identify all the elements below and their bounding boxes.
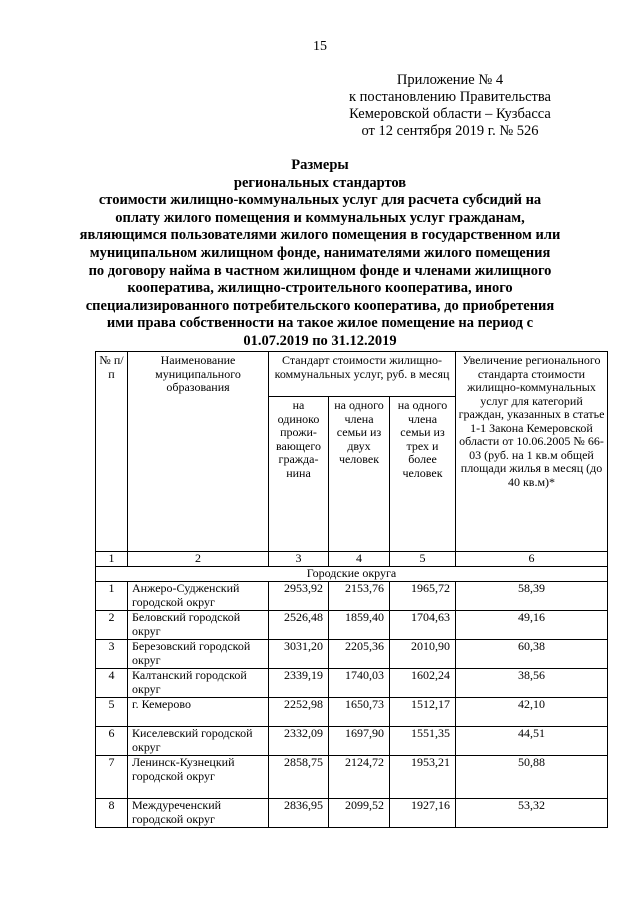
- appendix-line: к постановлению Правительства: [349, 89, 551, 105]
- appendix-line: Кемеровской области – Кузбасса: [349, 106, 551, 122]
- row-value-single: 2252,98: [269, 698, 329, 727]
- row-value-three: 1927,16: [390, 799, 456, 828]
- column-number: 6: [456, 552, 608, 567]
- table-row: [96, 669, 608, 698]
- title-line: являющимся пользователями жилого помещения в государственном или: [79, 227, 561, 244]
- group-label: Городские округа: [96, 567, 608, 582]
- title-line: кооператива, жилищно-строительного кооператива, иного: [127, 280, 513, 297]
- row-number: 5: [96, 698, 128, 727]
- row-value-three: 2010,90: [390, 640, 456, 669]
- row-value-three: 1953,21: [390, 756, 456, 799]
- row-number: 1: [96, 582, 128, 611]
- row-name: Киселевский городской округ: [128, 727, 269, 756]
- row-value-two: 2099,52: [329, 799, 390, 828]
- row-name: Анжеро-Судженский городской округ: [128, 582, 269, 611]
- row-number: 3: [96, 640, 128, 669]
- row-number: 4: [96, 669, 128, 698]
- table-row: [96, 611, 608, 640]
- column-number: 1: [96, 552, 128, 567]
- row-value-single: 2836,95: [269, 799, 329, 828]
- row-value-two: 2153,76: [329, 582, 390, 611]
- document-title: [0, 157, 640, 351]
- table-row: [96, 799, 608, 828]
- row-value-three: 1704,63: [390, 611, 456, 640]
- row-value-two: 1859,40: [329, 611, 390, 640]
- row-value-single: 2858,75: [269, 756, 329, 799]
- standards-table: [95, 351, 608, 828]
- title-line: по договору найма в частном жилищном фонде и членами жилищного: [88, 262, 552, 279]
- row-name: Березовский городской округ: [128, 640, 269, 669]
- row-value-single: 2526,48: [269, 611, 329, 640]
- table-row: [96, 727, 608, 756]
- appendix-block: [340, 72, 560, 140]
- row-value-three: 1602,24: [390, 669, 456, 698]
- table-row: [96, 698, 608, 727]
- row-value-increase: 49,16: [456, 611, 608, 640]
- row-name: Беловский городской округ: [128, 611, 269, 640]
- table-row: [96, 582, 608, 611]
- row-value-two: 1740,03: [329, 669, 390, 698]
- row-number: 8: [96, 799, 128, 828]
- header-three: на одного члена семьи из трех и более человек: [390, 397, 456, 552]
- row-value-increase: 53,32: [456, 799, 608, 828]
- table-header-row: [96, 352, 608, 397]
- row-value-single: 3031,20: [269, 640, 329, 669]
- header-increase: Увеличение регионального стандарта стоимости жилищно-коммунальных услуг для категорий граждан, указанных в статье 1-1 Закона Кемеровской области от 10.06.2005 № 66-03 (руб. на 1 кв.м общей площади жилья в месяц (до 40 кв.м)*: [456, 352, 608, 552]
- title-line: региональных стандартов: [233, 174, 407, 191]
- table-body: [96, 352, 608, 828]
- row-value-two: 1650,73: [329, 698, 390, 727]
- row-value-single: 2332,09: [269, 727, 329, 756]
- title-line: специализированного потребительского кооператива, до приобретения: [85, 297, 555, 314]
- header-num: № п/п: [96, 352, 128, 552]
- group-row: [96, 567, 608, 582]
- row-value-two: 1697,90: [329, 727, 390, 756]
- row-value-three: 1965,72: [390, 582, 456, 611]
- column-number: 3: [269, 552, 329, 567]
- title-line: Размеры: [291, 157, 349, 173]
- row-value-two: 2205,36: [329, 640, 390, 669]
- row-value-increase: 50,88: [456, 756, 608, 799]
- title-line: ими права собственности на такое жилое помещение на период с: [106, 315, 534, 332]
- row-number: 7: [96, 756, 128, 799]
- row-value-increase: 58,39: [456, 582, 608, 611]
- column-number: 4: [329, 552, 390, 567]
- table-row: [96, 640, 608, 669]
- title-line: муниципальном жилищном фонде, нанимателями жилого помещения: [89, 244, 551, 261]
- row-name: Ленинск-Кузнецкий городской округ: [128, 756, 269, 799]
- header-standard: Стандарт стоимости жилищно-коммунальных услуг, руб. в месяц: [269, 352, 456, 397]
- header-single: на одиноко прожи-вающего гражда-нина: [269, 397, 329, 552]
- row-name: г. Кемерово: [128, 698, 269, 727]
- row-value-two: 2124,72: [329, 756, 390, 799]
- row-value-increase: 44,51: [456, 727, 608, 756]
- row-value-increase: 38,56: [456, 669, 608, 698]
- title-line: 01.07.2019 по 31.12.2019: [243, 332, 397, 349]
- column-number: 2: [128, 552, 269, 567]
- table-row: [96, 756, 608, 799]
- row-name: Калтанский городской округ: [128, 669, 269, 698]
- column-number-row: [96, 552, 608, 567]
- row-value-three: 1551,35: [390, 727, 456, 756]
- column-number: 5: [390, 552, 456, 567]
- page-number: 15: [313, 39, 327, 54]
- row-value-three: 1512,17: [390, 698, 456, 727]
- row-value-increase: 42,10: [456, 698, 608, 727]
- row-value-single: 2953,92: [269, 582, 329, 611]
- appendix-line: Приложение № 4: [396, 72, 504, 88]
- row-value-increase: 60,38: [456, 640, 608, 669]
- appendix-line: от 12 сентября 2019 г. № 526: [361, 123, 539, 139]
- header-name: Наименование муниципального образования: [128, 352, 269, 552]
- row-number: 6: [96, 727, 128, 756]
- title-line: оплату жилого помещения и коммунальных услуг гражданам,: [115, 209, 525, 226]
- row-value-single: 2339,19: [269, 669, 329, 698]
- row-number: 2: [96, 611, 128, 640]
- header-two: на одного члена семьи из двух человек: [329, 397, 390, 552]
- row-name: Междуреченский городской округ: [128, 799, 269, 828]
- title-line: стоимости жилищно-коммунальных услуг для расчета субсидий на: [98, 192, 542, 209]
